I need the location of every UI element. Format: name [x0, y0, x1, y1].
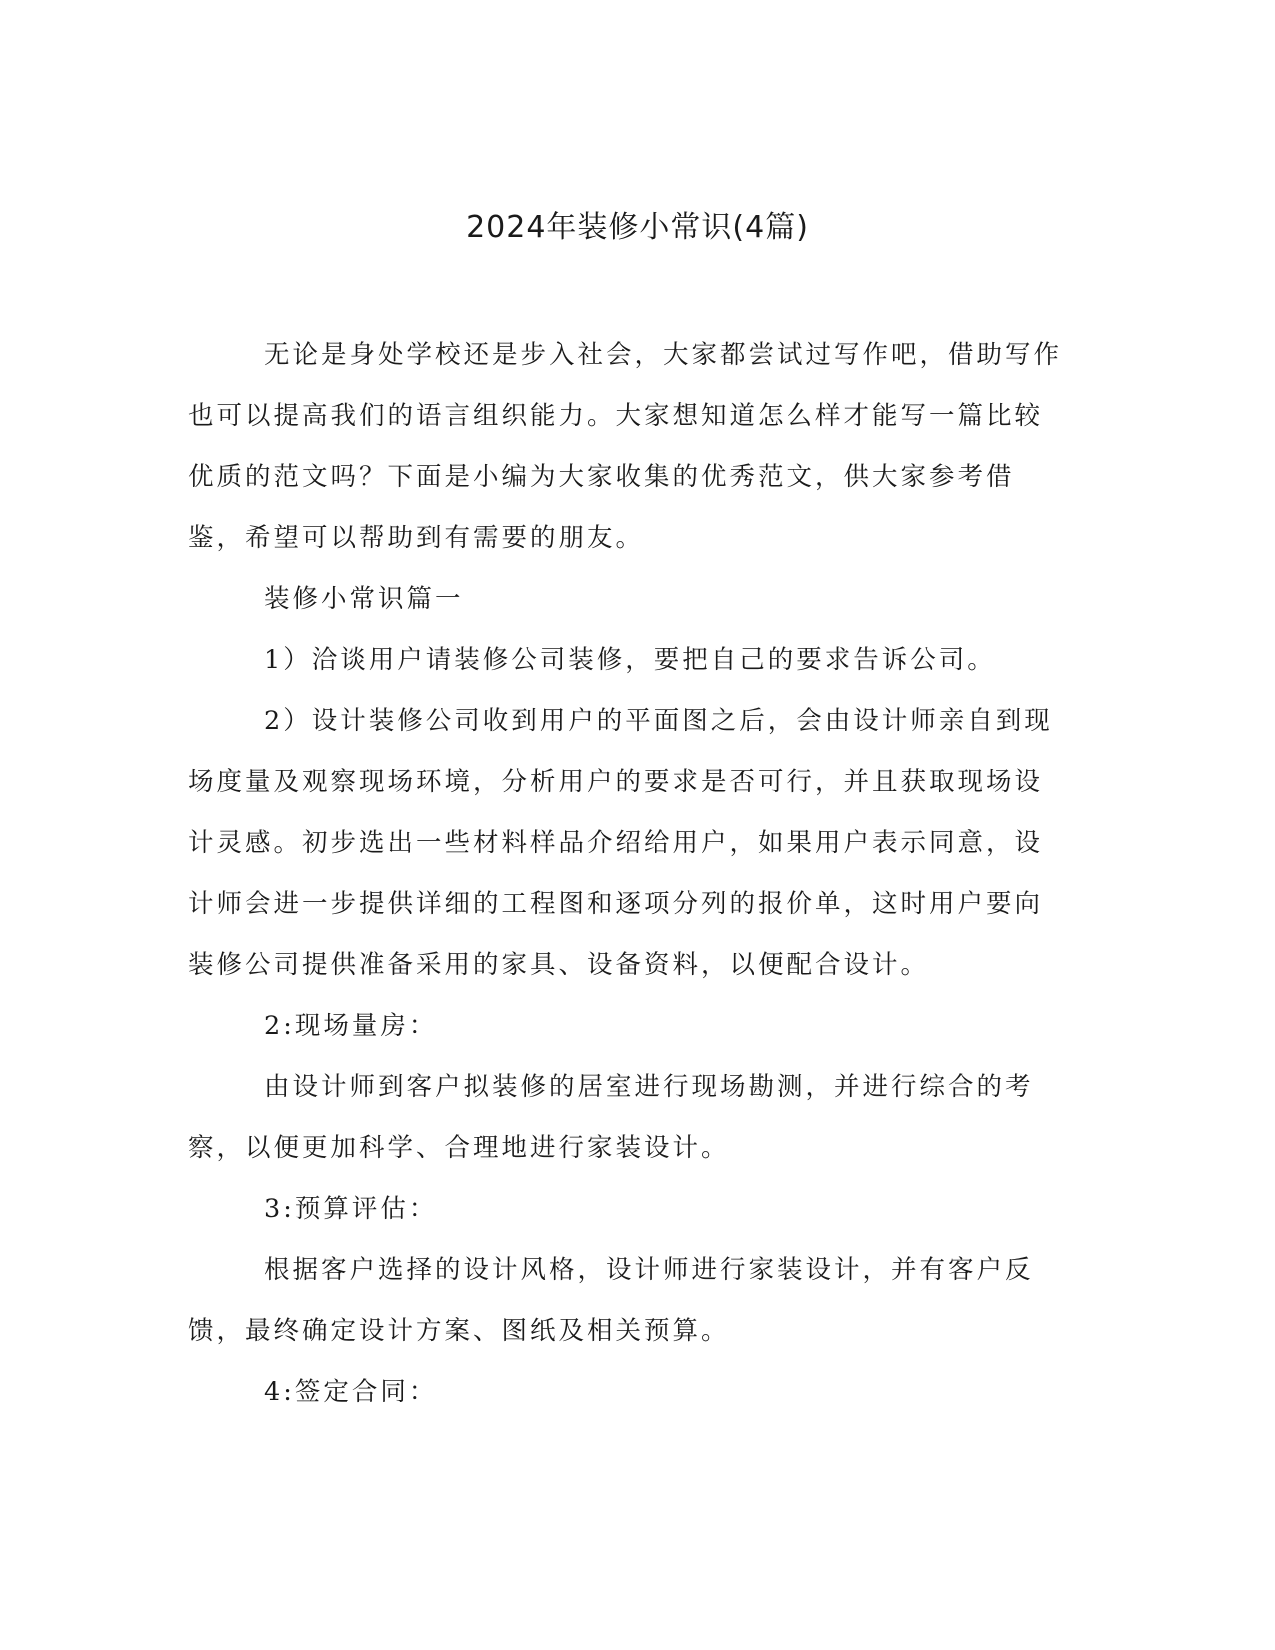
step-2-paragraph: 2）设计装修公司收到用户的平面图之后，会由设计师亲自到现场度量及观察现场环境，分析用户的要求是否可行，并且获取现场设计灵感。初步选出一些材料样品介绍给用户，如果用户表示同意，设计师会进一步提供详细的工程图和逐项分列的报价单，这时用户要向装修公司提供准备采用的家具、设备资料，以便配合设计。 [188, 706, 1053, 980]
heading-sign-contract: 4:签定合同： [264, 1377, 438, 1407]
section-heading-part-one: 装修小常识篇一 [264, 584, 464, 614]
document-title: 2024年装修小常识(4篇) [466, 210, 809, 245]
heading-site-measurement: 2:现场量房： [264, 1011, 438, 1041]
budget-assessment-paragraph: 根据客户选择的设计风格，设计师进行家装设计，并有客户反馈，最终确定设计方案、图纸及相关预算。 [188, 1255, 1034, 1346]
step-1-paragraph: 1）洽谈用户请装修公司装修，要把自己的要求告诉公司。 [264, 645, 996, 675]
intro-paragraph: 无论是身处学校还是步入社会，大家都尝试过写作吧，借助写作也可以提高我们的语言组织能力。大家想知道怎么样才能写一篇比较优质的范文吗？下面是小编为大家收集的优秀范文，供大家参考借鉴，希望可以帮助到有需要的朋友。 [188, 340, 1063, 553]
document-body [188, 325, 1068, 1423]
heading-budget-assessment: 3:预算评估： [264, 1194, 438, 1224]
site-measurement-paragraph: 由设计师到客户拟装修的居室进行现场勘测，并进行综合的考察，以便更加科学、合理地进行家装设计。 [188, 1072, 1034, 1163]
